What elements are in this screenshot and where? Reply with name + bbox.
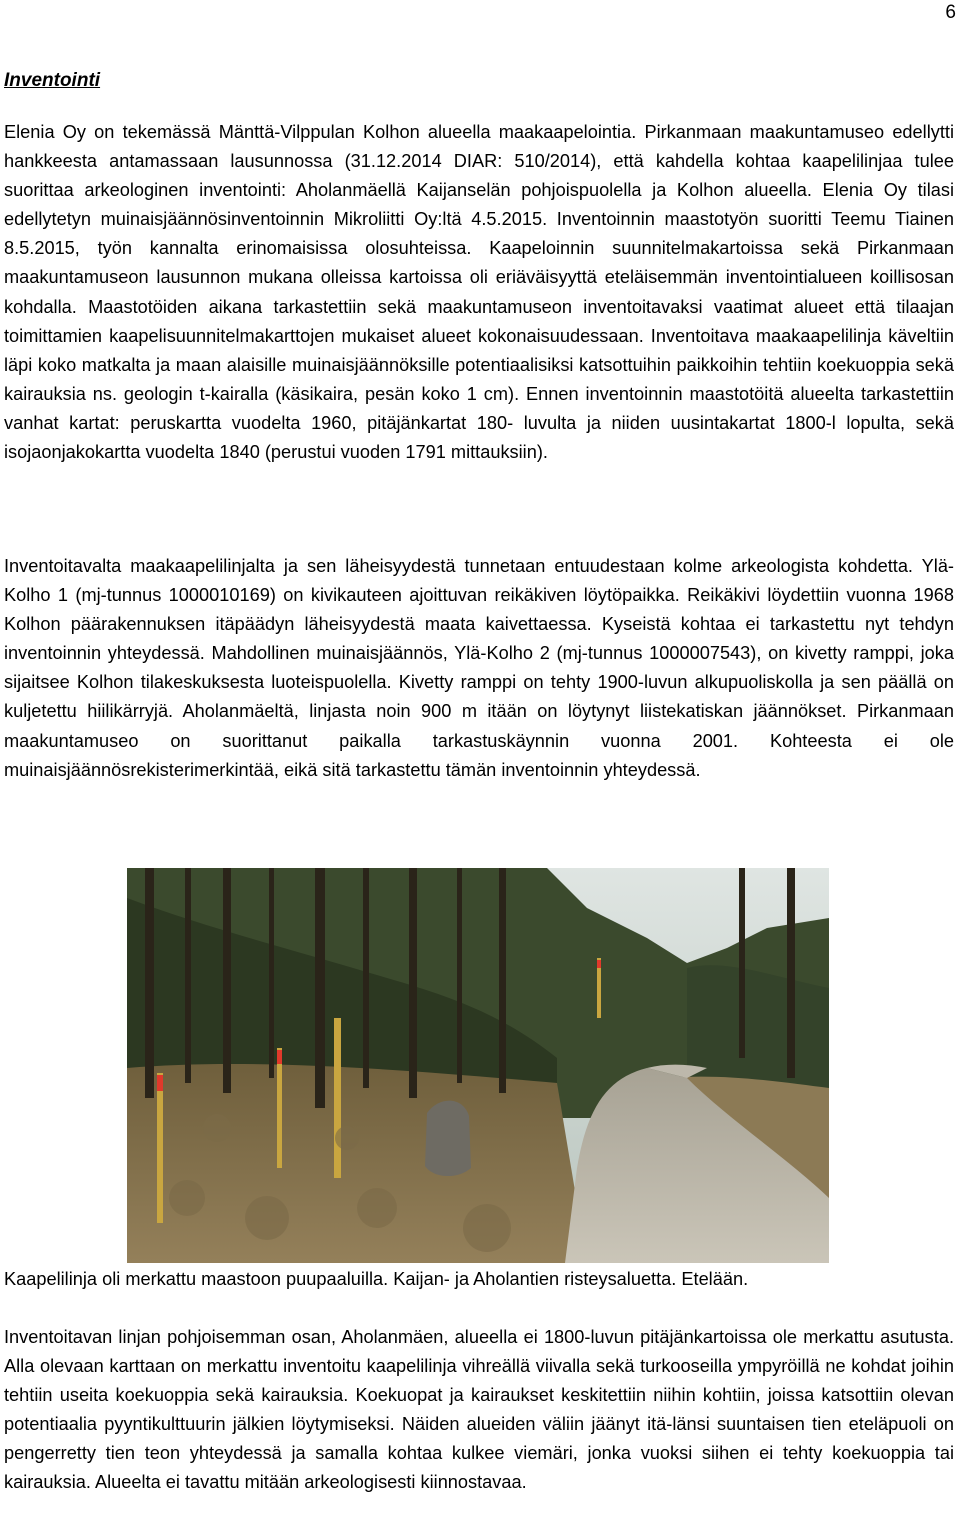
body-paragraph-1: Elenia Oy on tekemässä Mänttä-Vilppulan Kolhon alueella maakaapelointia. Pirkanmaan maakuntamuseo edellytti hankkeesta antamassaan lausunnossa (31.12.2014 DIAR: 510/2014), että kahdella kohtaa kaapelilinjaa tulee suorittaa arkeologinen inventointi: Aholanmäellä Kaijanselän pohjoispuolella ja Kolhon alueella. Elenia Oy tilasi edellytetyn muinaisjäännösinventoinnin Mikroliitti Oy:ltä 4.5.2015. Inventoinnin maastotyön suoritti Teemu Tiainen 8.5.2015, työn kannalta erinomaisissa olosuhteissa. Kaapeloinnin suunnitelmakartoissa sekä Pirkanmaan maakuntamuseon lausunnon mukana olleissa kartoissa oli eriäväisyyttä eteläisemmän inventointialueen koillisosan kohdalla. Maastotöiden aikana tarkastettiin sekä maakuntamuseon inventoitavaksi vaatimat alueet että tilaajan toimittamien kaapelisuunnitelmakarttojen mukaiset alueet kokonaisuudessaan. Inventoitava maakaapelilinja käveltiin läpi koko matkalta ja maan alaisille muinaisjäännöksille potentiaalisiksi katsottuihin paikkoihin tehtiin koekuoppia sekä kairauksia ns. geologin t-kairalla (käsikaira, pesän koko 1 cm). Ennen inventoinnin maastotöitä alueelta tarkastettiin vanhat kartat: peruskartta vuodelta 1960, pitäjänkartat 180- luvulta ja niiden uusintakartat 1800-l lopulta, sekä isojaonjakokartta vuodelta 1840 (perustui vuoden 1791 mittauksiin). [4,122,954,463]
body-paragraph-2: Inventoitavalta maakaapelilinjalta ja sen läheisyydestä tunnetaan entuudestaan kolme arkeologista kohdetta. Ylä-Kolho 1 (mj-tunnus 1000010169) on kivikauteen ajoittuvan reikäkiven löytöpaikka. Reikäkivi löydettiin vuonna 1968 Kolhon päärakennuksen itäpäädyn läheisyydestä maata kaivettaessa. Kyseistä kohtaa ei tarkastettu nyt tehdyn inventoinnin yhteydessä. Mahdollinen muinaisjäännös, Ylä-Kolho 2 (mj-tunnus 1000007543), on kivetty ramppi, joka sijaitsee Kolhon tilakeskuksesta luoteispuolella. Kivetty ramppi on tehty 1900-luvun alkupuoliskolla ja sen päällä on kuljetettu hiilikärryjä. Aholanmäeltä, linjasta noin 900 m itään on löytynyt liistekatiskan jäännökset. Pirkanmaan maakuntamuseo on suorittanut paikalla tarkastuskäynnin vuonna 2001. Kohteesta ei ole muinaisjäännösrekisterimerkintää, eikä sitä tarkastettu tämän inventoinnin yhteydessä. [4,556,954,780]
body-paragraph-3: Inventoitavan linjan pohjoisemman osan, Aholanmäen, alueella ei 1800-luvun pitäjänkartoissa ole merkattu asutusta. Alla olevaan karttaan on merkattu inventoitu kaapelilinja vihreällä viivalla sekä turkooseilla ympyröillä ne kohdat joihin tehtiin useita koekuoppia sekä kairauksia. Koekuopat ja kairaukset keskitettiin niihin kohtiin, joissa katsottiin olevan potentiaalia pyyntikulttuurin jälkien löytymiseksi. Näiden alueiden väliin jäänyt itä-länsi suuntaisen tien eteläpuoli on pengerretty tien teon yhteydessä ja samalla kohtaa kulkee viemäri, jonka vuoksi siihen ei tehty koekuoppia tai kairauksia. Alueelta ei tavattu mitään arkeologisesti kiinnostavaa. [4,1327,954,1493]
photo-caption: Kaapelilinja oli merkattu maastoon puupaaluilla. Kaijan- ja Aholantien risteysaluetta. Etelään. [4,1269,749,1289]
section-heading: Inventointi [4,70,101,91]
page-number: 6 [945,2,956,23]
forest-road-photo [127,868,829,1263]
